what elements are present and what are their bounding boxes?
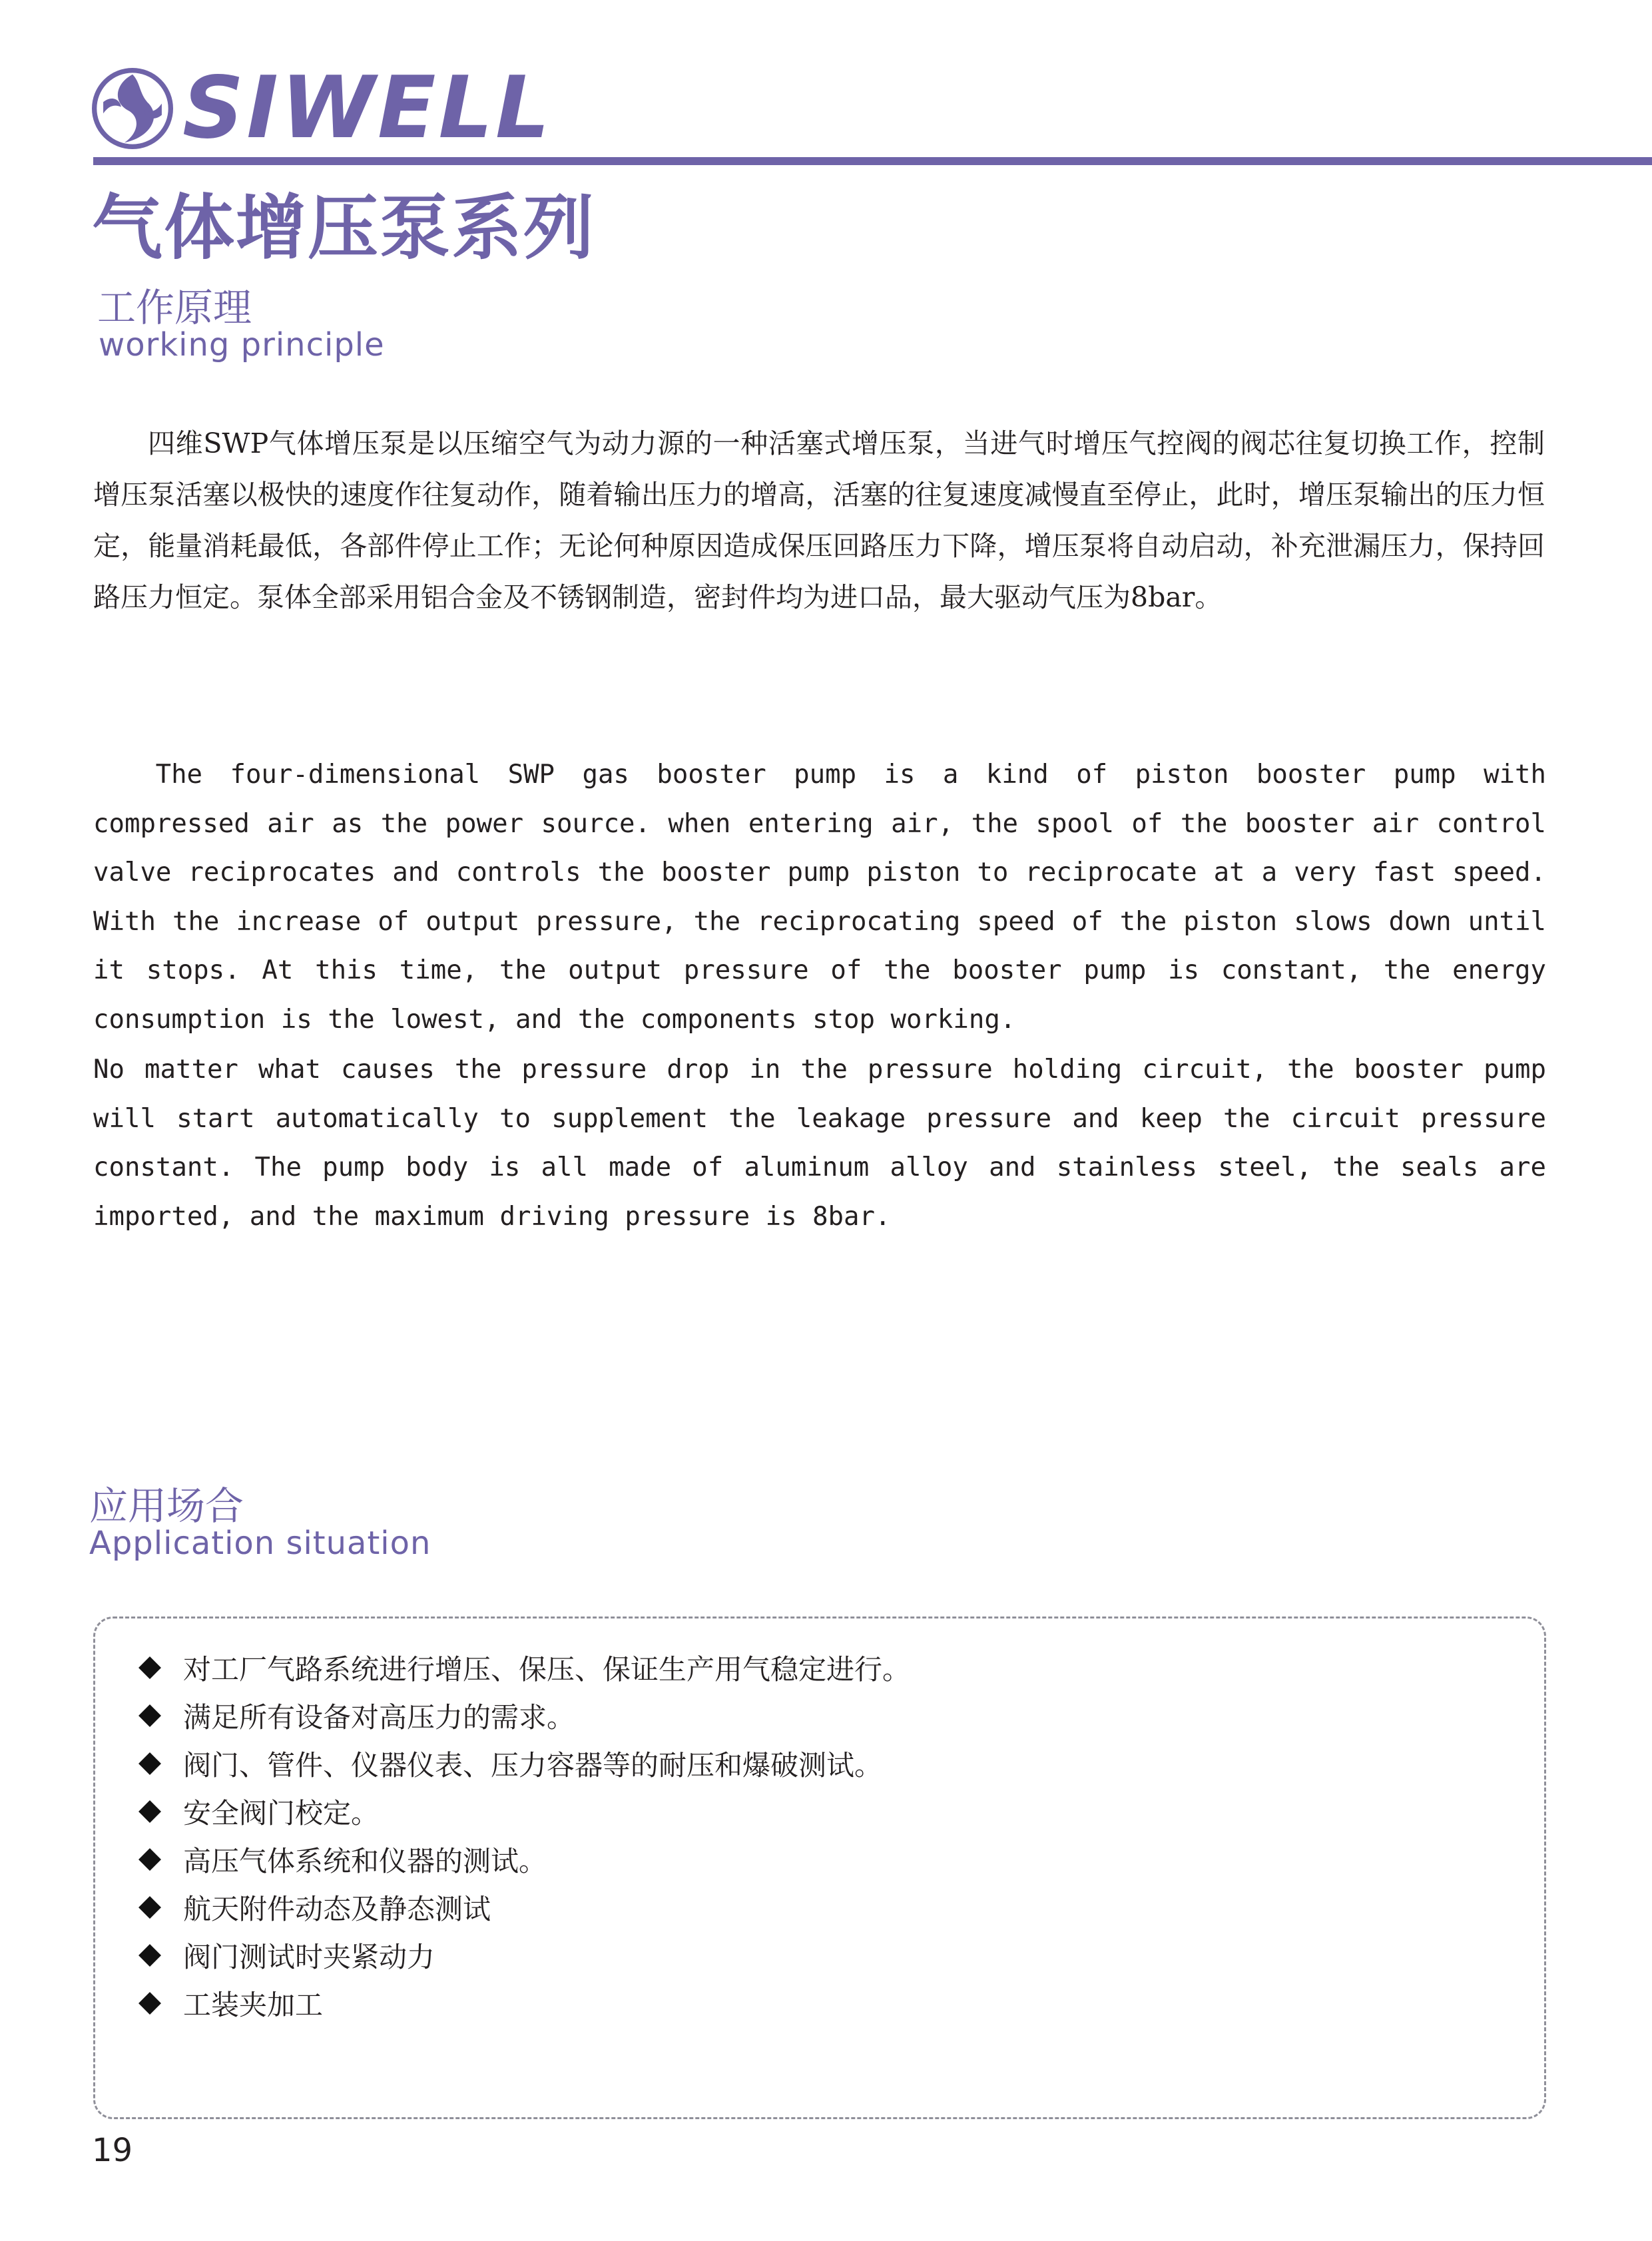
working-principle-body-en-1: The four-dimensional SWP gas booster pump is a kind of piston booster pump with compressed air as the power source. when entering air, the spool of the booster air control valve reciprocates and controls the booster pump piston to reciprocate at a very fast speed. With the increase of output pressure, the reciprocating speed of the piston slows down until it stops. At this time, the output pressure of the booster pump is constant, the energy consumption is the lowest, and the components stop working. (93, 760, 1546, 1035)
working-principle-heading-cn: 工作原理 (97, 285, 252, 330)
page-number: 19 (92, 2132, 133, 2169)
diamond-bullet-icon (138, 1992, 161, 2015)
diamond-bullet-icon (138, 1944, 161, 1967)
list-item-text: 工装夹加工 (183, 1989, 324, 2021)
diamond-bullet-icon (138, 1800, 161, 1823)
diamond-bullet-icon (138, 1704, 161, 1727)
list-item-text: 安全阀门校定。 (183, 1797, 380, 1830)
diamond-bullet-icon (138, 1896, 161, 1919)
brand-logo (92, 58, 553, 158)
brand-name: SIWELL (182, 58, 553, 158)
list-item-text: 满足所有设备对高压力的需求。 (183, 1701, 575, 1734)
list-item (131, 1883, 910, 1931)
list-item-text: 航天附件动态及静态测试 (183, 1893, 491, 1925)
list-item (131, 1836, 910, 1883)
list-item-text: 高压气体系统和仪器的测试。 (183, 1845, 547, 1877)
list-item (131, 1692, 910, 1740)
diamond-bullet-icon (138, 1848, 161, 1871)
application-heading-cn: 应用场合 (89, 1483, 244, 1529)
list-item (131, 1740, 910, 1788)
list-item (131, 1931, 910, 1979)
working-principle-heading-en: working principle (99, 326, 385, 364)
application-heading-en: Application situation (89, 1524, 431, 1562)
application-list-box (93, 1617, 1546, 2119)
working-principle-body-en-2: No matter what causes the pressure drop in the pressure holding circuit, the booster pump will start automatically to supplement the leakage pressure and keep the circuit pressure constant. The pump body is all made of aluminum alloy and stainless steel, the seals are imported, and the maximum driving pressure is 8bar. (93, 1055, 1546, 1232)
list-item-text: 对工厂气路系统进行增压、保压、保证生产用气稳定进行。 (183, 1653, 911, 1686)
header-divider (93, 157, 1652, 165)
swirl-logo-icon (92, 68, 173, 149)
working-principle-body-cn: 四维SWP气体增压泵是以压缩空气为动力源的一种活塞式增压泵，当进气时增压气控阀的阀芯往复切换工作，控制增压泵活塞以极快的速度作往复动作，随着输出压力的增高，活塞的往复速度减慢直至停止，此时，增压泵输出的压力恒定，能量消耗最低，各部件停止工作；无论何种原因造成保压回路压力下降，增压泵将自动启动，补充泄漏压力，保持回路压力恒定。泵体全部采用铝合金及不锈钢制造，密封件均为进口品，最大驱动气压为8bar。 (93, 427, 1545, 613)
application-list (131, 1644, 910, 2027)
list-item-text: 阀门测试时夹紧动力 (183, 1941, 435, 1973)
list-item (131, 1644, 910, 1692)
diamond-bullet-icon (138, 1656, 161, 1679)
application-heading (89, 1483, 431, 1562)
diamond-bullet-icon (138, 1752, 161, 1775)
page-title: 气体增压泵系列 (92, 187, 595, 269)
list-item-text: 阀门、管件、仪器仪表、压力容器等的耐压和爆破测试。 (183, 1749, 883, 1782)
list-item (131, 1979, 910, 2027)
list-item (131, 1788, 910, 1836)
working-principle-heading (97, 285, 385, 364)
